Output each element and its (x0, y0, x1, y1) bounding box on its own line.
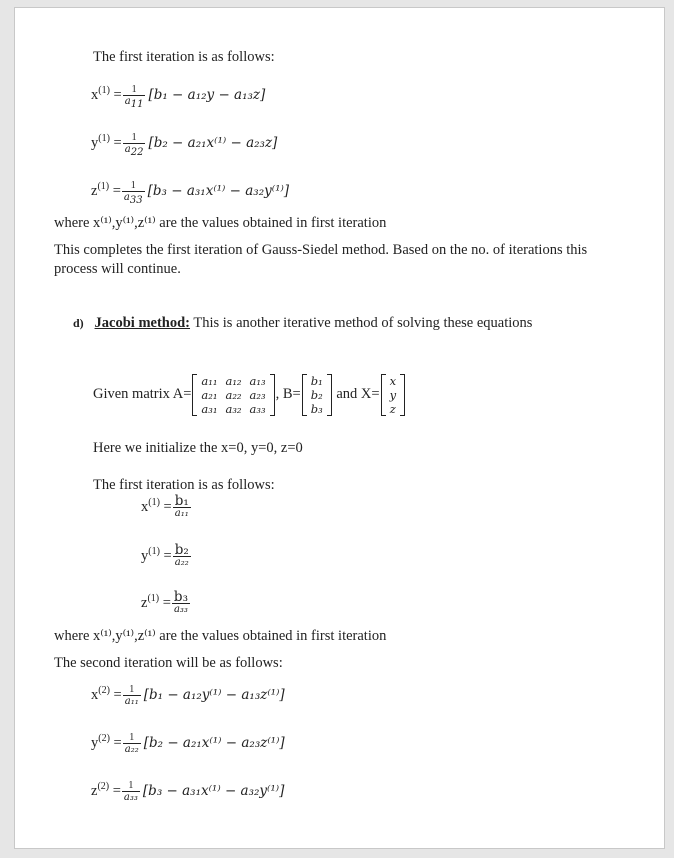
where-values-note-2: where x⁽¹⁾,y⁽¹⁾,z⁽¹⁾ are the values obtained in first iteration (54, 628, 387, 644)
jacobi-y-equation: $y^{(1)}$ = $\frac{\text{b₂}}{\text{a₂₂}}$ (141, 542, 189, 568)
jacobi-first-iteration-heading: The first iteration is as follows: (93, 477, 275, 493)
eq-fraction: $\frac{1}{a_{33}}$ (123, 180, 143, 206)
jacobi-section-heading (73, 314, 532, 332)
jacobi2-y-equation: $y^{(2)}$ = $\frac{1}{\text{a₂₂}}$ [b₂ − a₂₁x⁽¹⁾ − a₂₃z⁽¹⁾] (91, 732, 285, 755)
section-marker: d) (73, 316, 84, 330)
given-matrices (93, 368, 406, 420)
section-description: This is another iterative method of solving these equations (190, 315, 533, 331)
document-page (14, 7, 665, 849)
eq-body: [b₂ − a₂₁x⁽¹⁾ − a₂₃z⁽¹⁾] (143, 734, 285, 751)
eq-fraction: $\frac{1}{a_{11}}$ (124, 84, 144, 110)
eq-body: [b₁ − a₁₂y − a₁₃z] (148, 86, 266, 103)
eq-fraction: $\frac{\text{b₂}}{\text{a₂₂}}$ (174, 542, 189, 568)
eq-fraction: $\frac{1}{a_{22}}$ (124, 132, 144, 158)
and-x-label: and X= (332, 386, 380, 402)
matrix-x: x y z (381, 374, 406, 416)
completes-paragraph-line-1: This completes the first iteration of Gauss-Siedel method. Based on the no. of iterations this (54, 242, 588, 258)
eq-fraction: $\frac{\text{b₃}}{\text{a₃₃}}$ (173, 589, 188, 615)
eq-fraction: $\frac{1}{\text{a₃₃}}$ (123, 780, 138, 803)
section-title: Jacobi method: (94, 315, 191, 331)
jacobi2-z-equation: $z^{(2)}$ = $\frac{1}{\text{a₃₃}}$ [b₃ − a₃₁x⁽¹⁾ − a₃₂y⁽¹⁾] (91, 780, 285, 803)
b-label: , B= (275, 386, 301, 402)
first-iteration-heading: The first iteration is as follows: (93, 49, 275, 65)
second-iteration-heading: The second iteration will be as follows: (54, 655, 283, 671)
completes-paragraph-line-2: process will continue. (54, 261, 181, 277)
gauss-seidel-x-equation: $x^{(1)}$ = $\frac{1}{a_{11}}$ [b₁ − a₁₂y − a₁₃z] (91, 84, 266, 110)
gauss-seidel-y-equation: $y^{(1)}$ = $\frac{1}{a_{22}}$ [b₂ − a₂₁x⁽¹⁾ − a₂₃z] (91, 132, 278, 158)
eq-fraction: $\frac{\text{b₁}}{\text{a₁₁}}$ (174, 493, 189, 519)
initialization-line: Here we initialize the x=0, y=0, z=0 (93, 440, 303, 456)
given-label: Given matrix A= (93, 386, 192, 402)
eq-body: [b₁ − a₁₂y⁽¹⁾ − a₁₃z⁽¹⁾] (143, 686, 285, 703)
where-values-note-1: where x⁽¹⁾,y⁽¹⁾,z⁽¹⁾ are the values obtained in first iteration (54, 215, 387, 231)
eq-sup: (1) (98, 85, 110, 96)
matrix-b: b₁ b₂ b₃ (302, 374, 332, 416)
eq-lhs: x (91, 86, 99, 103)
eq-body: [b₃ − a₃₁x⁽¹⁾ − a₃₂y⁽¹⁾] (142, 782, 285, 799)
jacobi-z-equation: $z^{(1)}$ = $\frac{\text{b₃}}{\text{a₃₃}}$ (141, 589, 188, 615)
matrix-a: a₁₁ a₁₂ a₁₃ a₂₁ a₂₂ a₂₃ a₃₁ a₃₂ a₃₃ (192, 374, 274, 416)
jacobi2-x-equation: $x^{(2)}$ = $\frac{1}{\text{a₁₁}}$ [b₁ − a₁₂y⁽¹⁾ − a₁₃z⁽¹⁾] (91, 684, 285, 707)
jacobi-x-equation: $x^{(1)}$ = $\frac{\text{b₁}}{\text{a₁₁}}$ (141, 493, 189, 519)
eq-fraction: $\frac{1}{\text{a₂₂}}$ (124, 732, 139, 755)
gauss-seidel-z-equation: $z^{(1)}$ = $\frac{1}{a_{33}}$ [b₃ − a₃₁x⁽¹⁾ − a₃₂y⁽¹⁾] (91, 180, 290, 206)
eq-body: [b₃ − a₃₁x⁽¹⁾ − a₃₂y⁽¹⁾] (147, 182, 290, 199)
eq-body: [b₂ − a₂₁x⁽¹⁾ − a₂₃z] (148, 134, 278, 151)
eq-fraction: $\frac{1}{\text{a₁₁}}$ (124, 684, 139, 707)
